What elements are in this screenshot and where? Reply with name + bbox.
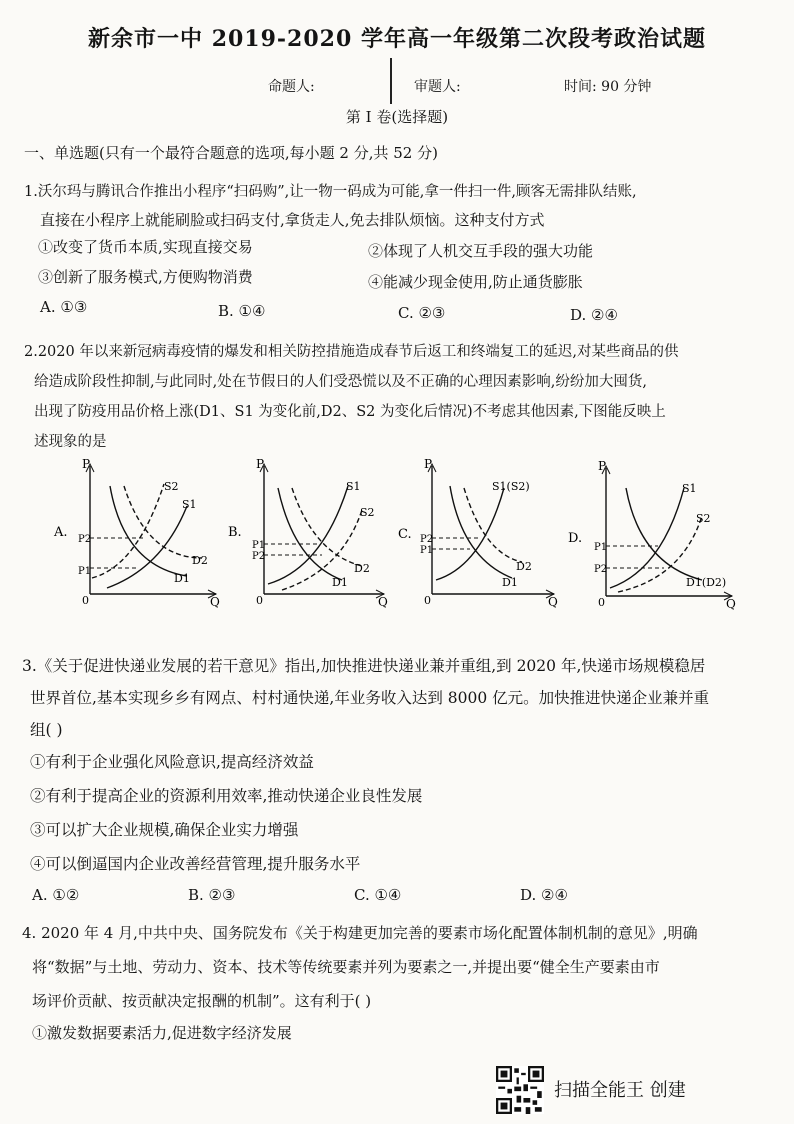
q1-item: ②体现了人机交互手段的强大功能 (368, 242, 594, 260)
q1-option-c: C. ②③ (398, 304, 446, 322)
supply-curve-s1 (268, 486, 348, 584)
graph-a (52, 458, 224, 608)
demand-curve-d1 (278, 488, 342, 580)
q3-item: ④可以倒逼国内企业改善经营管理,提升服务水平 (30, 855, 361, 873)
q3-option-c: C. ①④ (354, 886, 402, 904)
supply-curve-s1 (436, 488, 504, 580)
p1-label: P1 (420, 545, 434, 556)
p-axis-label: P (598, 460, 607, 473)
q3-item: ③可以扩大企业规模,确保企业实力增强 (30, 821, 299, 839)
graph-c (392, 458, 564, 608)
demand-label: D1 (174, 572, 190, 585)
demand-curve-d2 (292, 488, 362, 566)
q4-item: ①激发数据要素活力,促进数字经济发展 (32, 1024, 292, 1042)
q3-option-b: B. ②③ (188, 886, 236, 904)
q2-line: 出现了防疫用品价格上涨(D1、S1 为变化前,D2、S2 为变化后情况)不考虑其他因素,下图能反映上 (34, 404, 666, 420)
q1-line: 直接在小程序上就能刷脸或扫码支付,拿货走人,免去排队烦恼。这种支付方式 (40, 211, 545, 229)
p2-label: P2 (420, 534, 434, 545)
q-axis-label: Q (210, 595, 220, 608)
demand-label: D1 (332, 576, 348, 589)
q4-line: 场评价贡献、按贡献决定报酬的机制”。这有利于( ) (32, 992, 372, 1010)
scanner-watermark: 扫描全能王 创建 (554, 1080, 686, 1101)
q3-line: 3.《关于促进快递业发展的若干意见》指出,加快推进快递业兼并重组,到 2020 年,快递市场规模稳居 (22, 657, 706, 675)
q3-item: ①有利于企业强化风险意识,提高经济效益 (30, 753, 314, 771)
graph-d (562, 460, 742, 610)
demand-label: D2 (192, 554, 208, 567)
section-title: 第 I 卷(选择题) (345, 108, 449, 126)
demand-label: D1 (502, 576, 518, 589)
q1-item: ③创新了服务模式,方便购物消费 (38, 268, 253, 286)
p-axis-label: P (256, 458, 265, 471)
graph-b (222, 458, 394, 608)
q-axis-label: Q (726, 597, 736, 610)
origin-label: 0 (256, 594, 263, 607)
header-divider (390, 58, 392, 104)
time-label: 时间: 90 分钟 (564, 79, 652, 95)
graph-option-label: D. (568, 531, 583, 546)
supply-label: S2 (696, 512, 711, 525)
supply-label: S2 (164, 480, 179, 493)
supply-label: S1 (346, 480, 361, 493)
q4-line: 将“数据”与土地、劳动力、资本、技术等传统要素并列为要素之一,并提出要“健全生产要素由市 (32, 958, 660, 976)
q1-item: ①改变了货币本质,实现直接交易 (38, 238, 253, 256)
q2-line: 2.2020 年以来新冠病毒疫情的爆发和相关防控措施造成春节后返工和终端复工的延迟,对某些商品的供 (24, 344, 679, 360)
exam-title: 新余市一中 2019-2020 学年高一年级第二次段考政治试题 (88, 26, 706, 52)
graph-option-label: A. (54, 525, 68, 540)
q3-line: 组( ) (30, 721, 63, 739)
origin-label: 0 (424, 594, 431, 607)
graph-option-label: B. (228, 525, 242, 540)
origin-label: 0 (598, 596, 605, 609)
part-heading: 一、单选题(只有一个最符合题意的选项,每小题 2 分,共 52 分) (24, 144, 438, 162)
p2-label: P2 (594, 564, 608, 575)
demand-label: D2 (354, 562, 370, 575)
q1-option-a: A. ①③ (40, 298, 88, 316)
p-axis-label: P (82, 458, 91, 471)
origin-label: 0 (82, 594, 89, 607)
p1-label: P1 (252, 540, 266, 551)
supply-curve-s2 (282, 510, 362, 590)
supply-curve-s1 (610, 488, 684, 588)
q4-line: 4. 2020 年 4 月,中共中央、国务院发布《关于构建更加完善的要素市场化配置体制机制的意见》,明确 (22, 924, 698, 942)
q1-line: 1.沃尔玛与腾讯合作推出小程序“扫码购”,让一物一码成为可能,拿一件扫一件,顾客无需排队结账, (24, 184, 637, 200)
p1-label: P1 (78, 566, 92, 577)
demand-curve-d1 (450, 486, 512, 578)
demand-label: D1(D2) (686, 576, 727, 589)
p-axis-label: P (424, 458, 433, 471)
supply-label: S1 (682, 482, 697, 495)
reviewer-label: 审题人: (414, 79, 461, 95)
supply-label: S1(S2) (492, 480, 530, 493)
graph-option-label: C. (398, 527, 412, 542)
q3-option-d: D. ②④ (520, 886, 568, 904)
demand-label: D2 (516, 560, 532, 573)
p1-label: P1 (594, 542, 608, 553)
author-label: 命题人: (268, 79, 315, 95)
p2-label: P2 (252, 551, 266, 562)
q1-item: ④能减少现金使用,防止通货膨胀 (368, 273, 583, 291)
demand-curve-d2 (464, 488, 522, 562)
q-axis-label: Q (378, 595, 388, 608)
demand-curve-d1 (626, 488, 702, 580)
q-axis-label: Q (548, 595, 558, 608)
q2-line: 述现象的是 (34, 434, 107, 450)
supply-label: S1 (182, 498, 197, 511)
p2-label: P2 (78, 534, 92, 545)
q1-option-b: B. ①④ (218, 302, 266, 320)
q1-option-d: D. ②④ (570, 306, 618, 324)
q3-item: ②有利于提高企业的资源利用效率,推动快递企业良性发展 (30, 787, 423, 805)
q2-line: 给造成阶段性抑制,与此同时,处在节假日的人们受恐慌以及不正确的心理因素影响,纷纷加大囤货, (34, 374, 647, 390)
qr-code-icon (496, 1066, 544, 1114)
q3-option-a: A. ①② (32, 886, 80, 904)
q3-line: 世界首位,基本实现乡乡有网点、村村通快递,年业务收入达到 8000 亿元。加快推进快递企业兼并重 (30, 689, 710, 707)
supply-label: S2 (360, 506, 375, 519)
